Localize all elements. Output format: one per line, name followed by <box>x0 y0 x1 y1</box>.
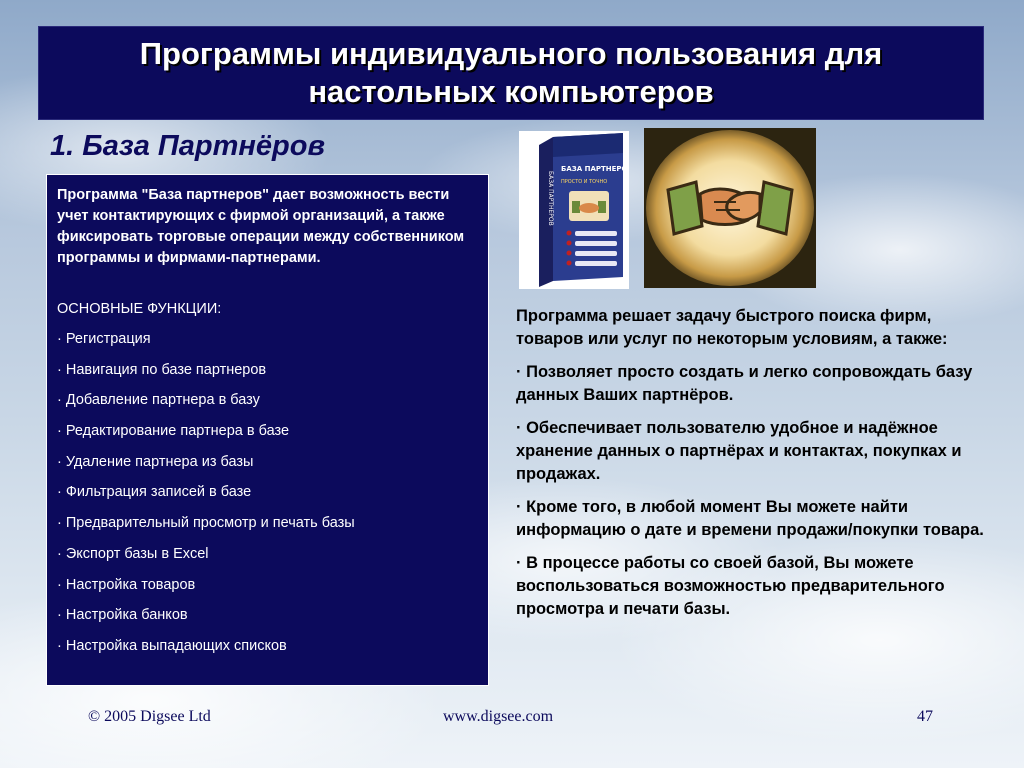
description-bullet: · В процессе работы со своей базой, Вы можете воспользоваться возможностью предварительного просмотра и печати базы. <box>516 554 945 618</box>
description-bullet: · Позволяет просто создать и легко сопровождать базу данных Ваших партнёров. <box>516 363 973 404</box>
description-bullet: · Обеспечивает пользователю удобное и надёжное хранение данных о партнёрах и контактах, покупках и продажах. <box>516 419 962 483</box>
list-item: · Настройка выпадающих списков <box>57 637 287 654</box>
list-item: · Предварительный просмотр и печать базы <box>57 515 355 532</box>
list-item: · Навигация по базе партнеров <box>57 361 267 378</box>
title-banner <box>38 26 984 120</box>
description-paragraph: Программа решает задачу быстрого поиска фирм, товаров или услуг по некоторым условиям, а также: <box>516 307 948 348</box>
list-item: · Настройка товаров <box>57 576 196 593</box>
handshake-image <box>644 128 816 288</box>
list-item: · Настройка банков <box>57 607 188 624</box>
functions-list <box>57 329 478 657</box>
functions-heading: ОСНОВНЫЕ ФУНКЦИИ: <box>57 301 222 317</box>
box-title: БАЗА ПАРТНЕРОВ <box>561 165 629 173</box>
list-item: · Добавление партнера в базу <box>57 392 260 409</box>
list-item: · Экспорт базы в Excel <box>57 545 209 562</box>
footer-copyright: © 2005 Digsee Ltd <box>88 708 211 725</box>
product-box-image <box>519 131 629 289</box>
description-bullet: · Кроме того, в любой момент Вы можете найти информацию о дате и времени продажи/покупки товара. <box>516 498 984 539</box>
box-spine-label: БАЗА ПАРТНЕРОВ <box>547 171 554 226</box>
program-intro: Программа "База партнеров" дает возможность вести учет контактирующих с фирмой организаций, а также фиксировать торговые операции между собственником программы и фирмами-партнерами. <box>57 187 465 266</box>
section-subtitle: 1. База Партнёров <box>50 130 325 162</box>
list-item: · Удаление партнера из базы <box>57 453 254 470</box>
list-item: · Фильтрация записей в базе <box>57 484 252 501</box>
footer-website: www.digsee.com <box>443 708 554 725</box>
footer-page-number: 47 <box>917 708 933 725</box>
list-item: · Редактирование партнера в базе <box>57 423 290 440</box>
box-tagline: ПРОСТО И ТОЧНО <box>561 179 608 185</box>
program-description <box>516 305 986 631</box>
functions-panel <box>46 174 489 686</box>
slide-title: Программы индивидуального пользования для настольных компьютеров <box>139 36 883 109</box>
list-item: · Регистрация <box>57 331 151 347</box>
